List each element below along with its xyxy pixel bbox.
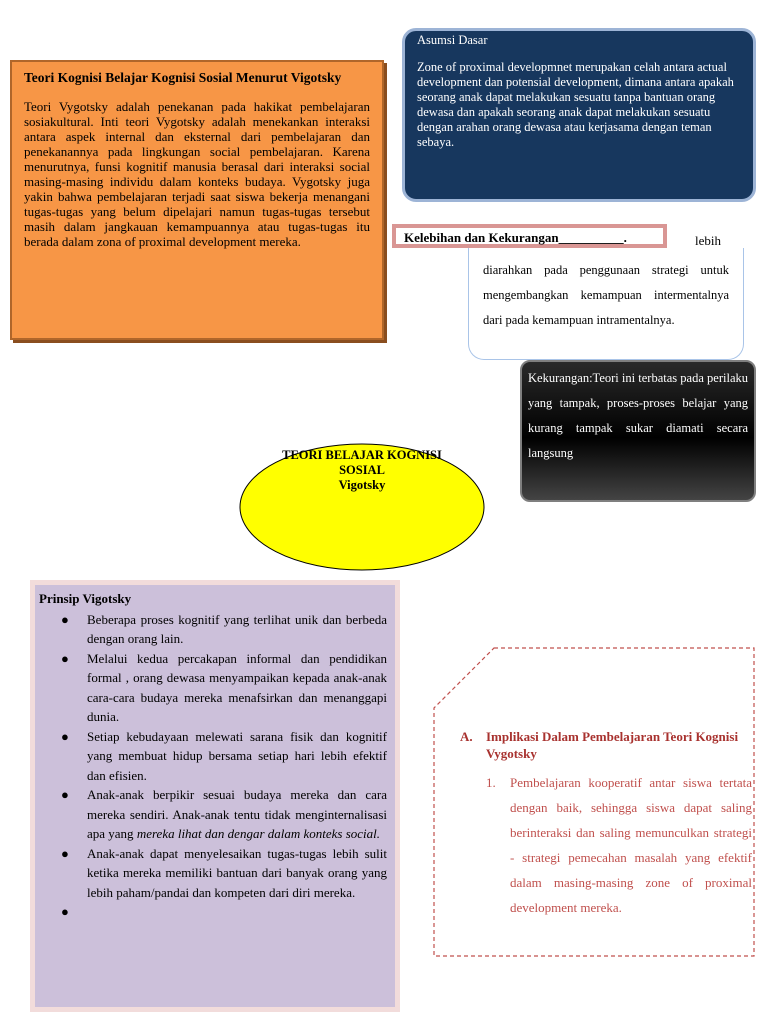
asumsi-title: Asumsi Dasar (417, 33, 488, 47)
list-item: ● Anak-anak berpikir sesuai budaya mereka dan cara mereka sendiri. Anak-anak tentu tidak menginternalisasi apa yang mereka lihat dan dengar dalam konteks social. (61, 787, 387, 841)
teori-kognisi-box (10, 60, 384, 340)
prinsip-vigotsky-box (30, 580, 400, 1012)
center-title-line1: TEORI BELAJAR KOGNISI (282, 448, 442, 462)
kelebihan-body: diarahkan pada penggunaan strategi untuk mengembangkan kemampuan intermentalnya dari pada kemampuan intramentalnya. (468, 248, 744, 360)
teori-body: Teori Vygotsky adalah penekanan pada hakikat pembelajaran sosiakultural. Inti teori Vygotsky adalah menekankan interaksi antara aspek internal dan eksternal dari pembelajaran dan penekanannya pada lingkungan social pembelajaran. Karena menurutnya, funsi kognitif manusia berasal dari interaksi social masing-masing individu dalam konteks budaya. Vygotsky juga yakin bahwa pembelajaran terjadi saat siswa bekerja menangani tugas-tugas yang belum dipelajari namun tugas-tugas tersebut masih dalam jangkauan kemampuannya atau tugas-tugas itu berada dalam zona of proximal development mereka. (24, 99, 370, 249)
center-title-line3: Vigotsky (338, 478, 386, 492)
center-title-line2: SOSIAL (339, 463, 385, 477)
implikasi-heading: A. Implikasi Dalam Pembelajaran Teori Kognisi Vygotsky (460, 729, 739, 761)
bullet-icon: ● (61, 787, 69, 802)
asumsi-body: Zone of proximal developmnet merupakan celah antara actual development dan potensial development, dimana antara apakah seorang anak dapat melakukan sesuatu tanpa bantuan orang dewasa dan apakah seorang anak dapat melakukan sesuatu dengan arahan orang dewasa atau kerjasama dengan teman sebaya. (417, 60, 734, 149)
list-item (39, 902, 387, 922)
prinsip-list (39, 610, 387, 922)
list-item: ● Beberapa proses kognitif yang terlihat unik dan berbeda dengan orang lain. (61, 611, 387, 646)
kekurangan-box: Kekurangan:Teori ini terbatas pada perilaku yang tampak, proses-proses belajar yang kurang tampak sukar diamati secara langsung (520, 360, 756, 502)
implikasi-item: 1. Pembelajaran kooperatif antar siswa tertata dengan baik, sehingga siswa dapat saling berinteraksi dan saling memunculkan strategi - strategi pemecahan masalah yang efektif dalam masing-masing zone of proximal development mereka. (486, 775, 752, 915)
bullet-icon: ● (61, 650, 69, 666)
asumsi-dasar-box (402, 28, 756, 202)
center-ellipse (238, 442, 486, 572)
bullet-icon: ● (61, 728, 69, 744)
prinsip-title: Prinsip Vigotsky (39, 591, 132, 606)
list-item: ● Melalui kedua percakapan informal dan pendidikan formal , orang dewasa menyampaikan kepada anak-anak cara-cara budaya mereka menafsirkan dan menanggapi dunia. (61, 650, 387, 724)
teori-title: Teori Kognisi Belajar Kognisi Sosial Menurut Vigotsky (24, 70, 342, 85)
bullet-icon: ● (61, 904, 69, 919)
kelebihan-title: Kelebihan dan Kekurangan__________. (392, 224, 667, 248)
list-item: ● Anak-anak dapat menyelesaikan tugas-tugas lebih sulit ketika mereka memiliki bantuan dari banyak orang yang lebih paham/pandai dan kompeten dari diri mereka. (61, 845, 387, 900)
list-item: ● Setiap kebudayaan melewati sarana fisik dan kognitif yang membuat hidup bersama setiap hari lebih efektif dan efisien. (61, 728, 387, 783)
kelebihan-first-word: lebih (695, 233, 721, 248)
italic-phrase: mereka lihat dan dengar dalam konteks social. (136, 826, 381, 841)
bullet-icon: ● (61, 611, 69, 627)
bullet-icon: ● (61, 845, 69, 861)
implikasi-box (432, 646, 758, 958)
